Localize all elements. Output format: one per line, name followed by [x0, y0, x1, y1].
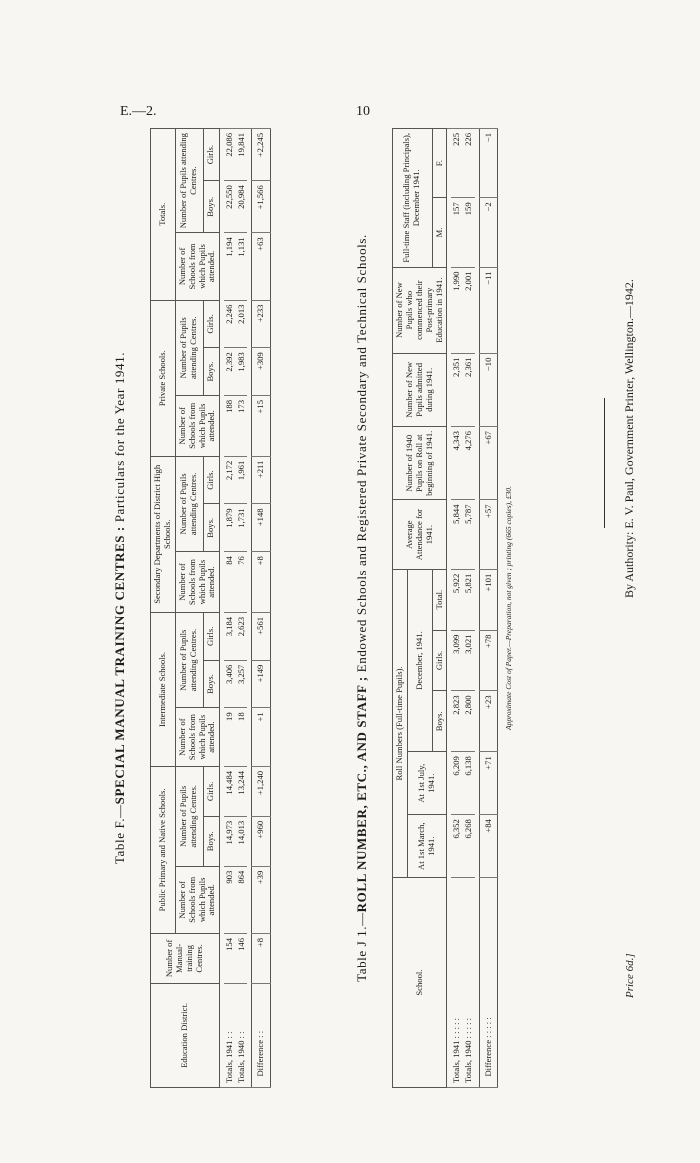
th-girls: Girls.: [203, 612, 220, 660]
th-female: F.: [432, 129, 447, 198]
cost-note: Approximate Cost of Paper.—Preparation, not given ; printing (665 copies), £30.: [504, 486, 514, 731]
table-row: Totals, 1940 : : : : : 6,268 6,138 2,800 3,021 5,821 5,787 4,276 2,361 2,001 159 226: [463, 129, 475, 1088]
th-july: At 1st July, 1941.: [407, 752, 447, 815]
th-girls: Girls.: [203, 766, 220, 816]
th-pupils-attending: Number of Pupils attending Centres.: [175, 300, 203, 395]
th-manual-training-centres: Number of Manual-training Centres.: [151, 933, 220, 983]
th-girls: Girls.: [203, 129, 220, 181]
th-group-public-primary: Public Primary and Native Schools.: [151, 766, 176, 933]
th-girls: Girls.: [203, 456, 220, 504]
th-male: M.: [432, 198, 447, 267]
th-pupils-attending: Number of Pupils attending Centres.: [175, 456, 203, 551]
th-boys: Boys.: [203, 816, 220, 866]
page-reference: E.—2.: [120, 104, 157, 119]
th-schools-from: Number of Schools from which Pupils attended.: [175, 552, 220, 613]
th-december: December, 1941.: [407, 569, 432, 752]
th-schools-from: Number of Schools from which Pupils attended.: [175, 395, 220, 456]
th-group-intermediate: Intermediate Schools.: [151, 612, 176, 766]
table-row: Totals, 1940 : : 146 864 14,013 13,244 18 3,257 2,623 76 1,731 1,961 173 1,983 2,013 1,131 20,984 19,841: [236, 129, 248, 1088]
th-schools-from: Number of Schools from which Pupils attended.: [175, 233, 220, 300]
table-j1: [392, 128, 498, 1088]
th-schools-from: Number of Schools from which Pupils attended.: [175, 866, 220, 933]
th-school: School.: [393, 878, 447, 1088]
table-j1-title: Table J 1.—ROLL NUMBER, ETC., AND STAFF ; Endowed Schools and Registered Private Secondary and Technical Schools.: [354, 234, 369, 982]
difference-row: Difference : : +8 +39 +960 +1,240 +1 +149 +561 +8 +148 +211 +15 +309 +233 +63 +1,566 +2,245: [252, 129, 271, 1088]
th-boys: Boys.: [203, 504, 220, 552]
table-j1-section: [354, 98, 513, 1118]
th-staff: Full-time Staff (including Principals), December 1941.: [393, 129, 433, 268]
th-girls: Girls.: [203, 300, 220, 348]
table-row: Totals, 1941 : : 154 903 14,973 14,484 19 3,406 3,184 84 1,879 2,172 188 2,392 2,246 1,194 22,550 22,086: [224, 129, 236, 1088]
th-1940-pupils: Number of 1940 Pupils on Roll at beginning of 1941.: [393, 427, 447, 500]
th-group-totals: Totals.: [151, 129, 176, 301]
th-group-secondary: Secondary Departments of District High Schools.: [151, 456, 176, 612]
th-average-attendance: Average Attendance for 1941.: [393, 500, 447, 569]
th-total: Total.: [432, 569, 447, 630]
th-pupils-attending: Number of Pupils attending Centres.: [175, 612, 203, 707]
th-group-private: Private Schools.: [151, 300, 176, 456]
price-note: Price 6d.]: [624, 953, 636, 998]
th-schools-from: Number of Schools from which Pupils attended.: [175, 708, 220, 767]
th-roll-numbers: Roll Numbers (Full-time Pupils).: [393, 569, 408, 877]
th-boys: Boys.: [203, 660, 220, 708]
rotated-page-content: [112, 98, 682, 1118]
authority-line: By Authority: E. V. Paul, Government Printer, Wellington.—1942.: [622, 279, 636, 598]
table-f-title: Table F.—SPECIAL MANUAL TRAINING CENTRES : Particulars for the Year 1941.: [112, 351, 127, 865]
table-row: Totals, 1941 : : : : : 6,352 6,209 2,823 3,099 5,922 5,844 4,343 2,351 1,990 157 225: [451, 129, 463, 1088]
th-pupils-attending: Number of Pupils attending Centres.: [175, 766, 203, 866]
table-f-section: [112, 98, 271, 1118]
th-pupils-attending: Number of Pupils attending Centres.: [175, 129, 203, 233]
th-boys: Boys.: [203, 181, 220, 233]
table-f: [150, 128, 271, 1088]
page-number: 10: [356, 104, 370, 119]
th-education-district: Education District.: [151, 983, 220, 1087]
th-march: At 1st March, 1941.: [407, 815, 447, 878]
th-boys: Boys.: [432, 691, 447, 752]
th-new-pupils: Number of New Pupils admitted during 1941.: [393, 353, 447, 426]
th-girls: Girls.: [432, 630, 447, 691]
difference-row: Difference : : : : : +84 +71 +23 +78 +101 +57 +67 −10 −11 −2 −1: [479, 129, 498, 1088]
th-post-primary: Number of New Pupils who commenced their Post-primary Education in 1941.: [393, 267, 447, 353]
th-boys: Boys.: [203, 348, 220, 396]
footer-rule: [604, 398, 605, 528]
